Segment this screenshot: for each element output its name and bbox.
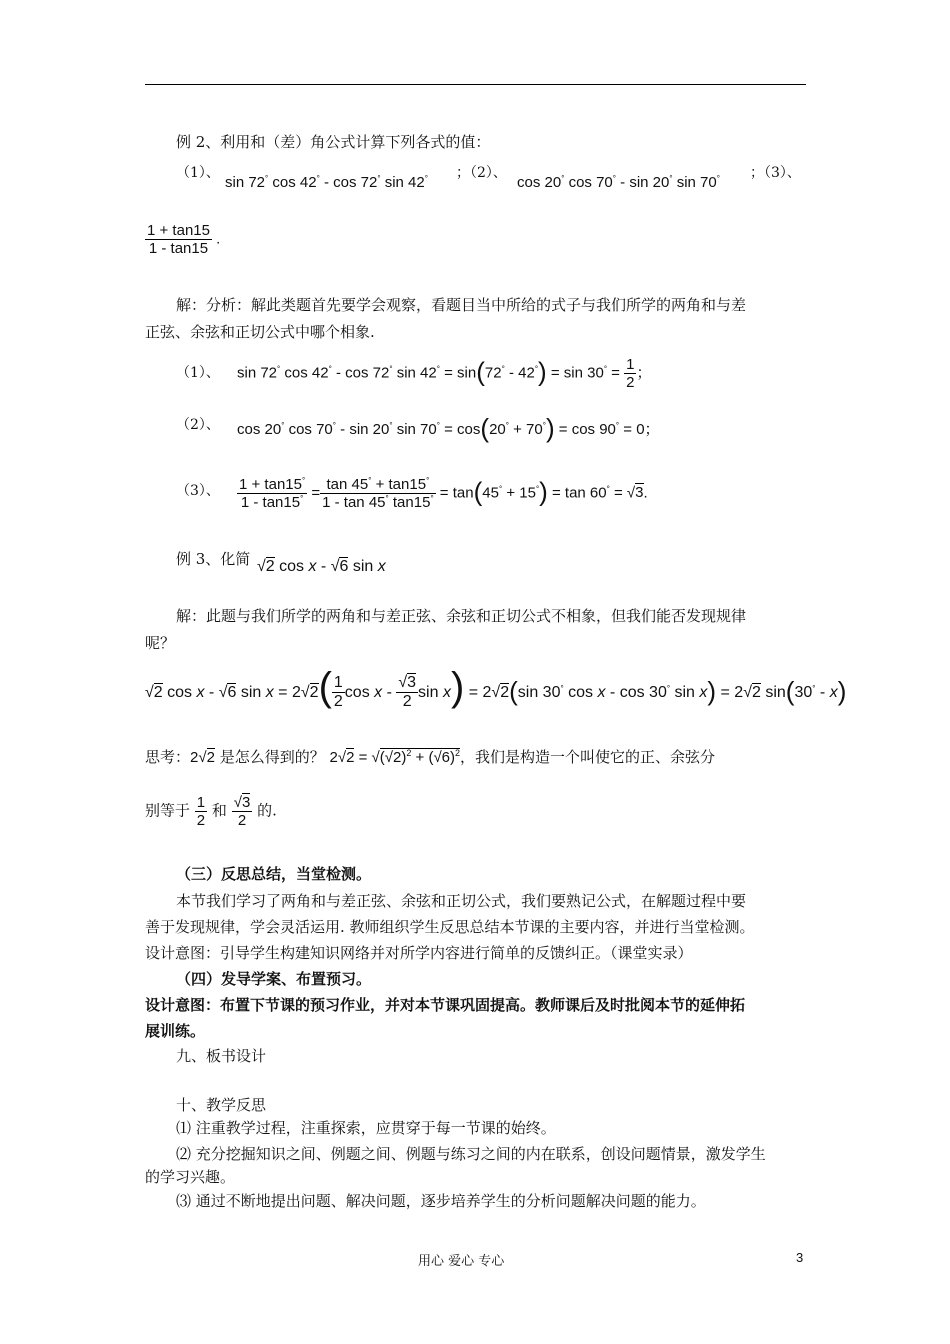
item2-expression: cos 20° cos 70° - sin 20° sin 70° — [517, 174, 720, 191]
section3-p3: 设计意图：引导学生构建知识网络并对所学内容进行简单的反馈纠正。（课堂实录） — [145, 944, 693, 962]
item2-label: ；（2）、 — [456, 165, 507, 181]
item1-label: （1）、 — [176, 165, 220, 181]
solution2-expression: cos 20° cos 70° - sin 20° sin 70° = cos(20° + 70°) = cos 90° = 0； — [237, 413, 660, 443]
example3-solution-line1: 解：此题与我们所学的两角和与差正弦、余弦和正切公式不相象，但我们能否发现规律 — [176, 607, 747, 625]
solution3-expression: $\frac{1 + \tan 15^\circ}{1 - \tan 15^\circ}$ = $\frac{\tan 45^\circ + \tan 15^\circ}{1 - \tan 45^\circ \tan 15^\circ}$ = tan(45° + 15°) = tan 60° = √3. — [239, 476, 648, 511]
example3-expression: √2 cos x - √6 sin x — [257, 558, 386, 575]
reflection-1: ⑴ 注重教学过程，注重探索，应贯穿于每一节课的始终。 — [176, 1119, 556, 1137]
item3-label: ；（3）、 — [750, 165, 801, 181]
solution2-label: （2）、 — [176, 417, 220, 433]
think-line1: 思考：2√2 是怎么得到的？ $2√2 = √(√2)^2 + (√6)^2$，我们是构造一个叫使它的正、余弦分 — [145, 748, 716, 766]
section4-p1: 设计意图：布置下节课的预习作业，并对本节课巩固提高。教师课后及时批阅本节的延伸拓 — [145, 996, 746, 1014]
reflection-2a: ⑵ 充分挖掘知识之间、例题之间、例题与练习之间的内在联系，创设问题情景，激发学生 — [176, 1145, 766, 1163]
section3-p2: 善于发现规律，学会灵活运用. 教师组织学生反思总结本节课的主要内容，并进行当堂检测。 — [145, 918, 755, 936]
solution1-expression: sin 72° cos 42° - cos 72° sin 42° = sin(72° - 42°) = sin 30° = $\frac{1}{2}$ ； — [237, 356, 652, 391]
example3-derivation: √2 cos x - √6 sin x = 2√2( $\frac{1}{2}$ cos x - $\frac{√3}{2}$ sin x) = 2√2(sin 30° cos x - cos 30° sin x) = 2√2 sin(30° - x) — [145, 665, 847, 711]
section10-title: 十、教学反思 — [176, 1096, 267, 1114]
header-rule — [145, 84, 806, 85]
section3-title: （三）反思总结，当堂检测。 — [176, 865, 372, 883]
reflection-2b: 的学习兴趣。 — [145, 1168, 236, 1186]
example3-heading: 例 3、化简 — [176, 550, 251, 568]
solution3-label: （3）、 — [176, 483, 220, 499]
example2-solution-line2: 正弦、余弦和正切公式中哪个相象. — [145, 323, 375, 341]
solution1-label: （1）、 — [176, 365, 220, 381]
section4-p2: 展训练。 — [145, 1022, 206, 1040]
section9-title: 九、板书设计 — [176, 1047, 267, 1065]
section3-p1: 本节我们学习了两角和与差正弦、余弦和正切公式，我们要熟记公式，在解题过程中要 — [176, 892, 747, 910]
example2-solution-line1: 解：分析：解此类题首先要学会观察，看题目当中所给的式子与我们所学的两角和与差 — [176, 296, 747, 314]
section4-title: （四）发导学案、布置预习。 — [176, 970, 372, 988]
think-line2: 别等于 $\frac{1}{2}$ 和 $\frac{√3}{2}$ 的. — [145, 794, 277, 829]
footer-slogan: 用心 爱心 专心 — [418, 1254, 505, 1269]
example2-heading: 例 2、利用和（差）角公式计算下列各式的值： — [176, 133, 491, 151]
page-number: 3 — [796, 1250, 804, 1265]
example3-solution-line2: 呢？ — [145, 634, 176, 652]
item3-fraction: $\frac{1 + \tan 15}{1 - \tan 15}$ . — [147, 222, 221, 257]
item1-expression: sin 72° cos 42° - cos 72° sin 42° — [225, 174, 428, 191]
reflection-3: ⑶ 通过不断地提出问题、解决问题，逐步培养学生的分析问题解决问题的能力。 — [176, 1192, 706, 1210]
